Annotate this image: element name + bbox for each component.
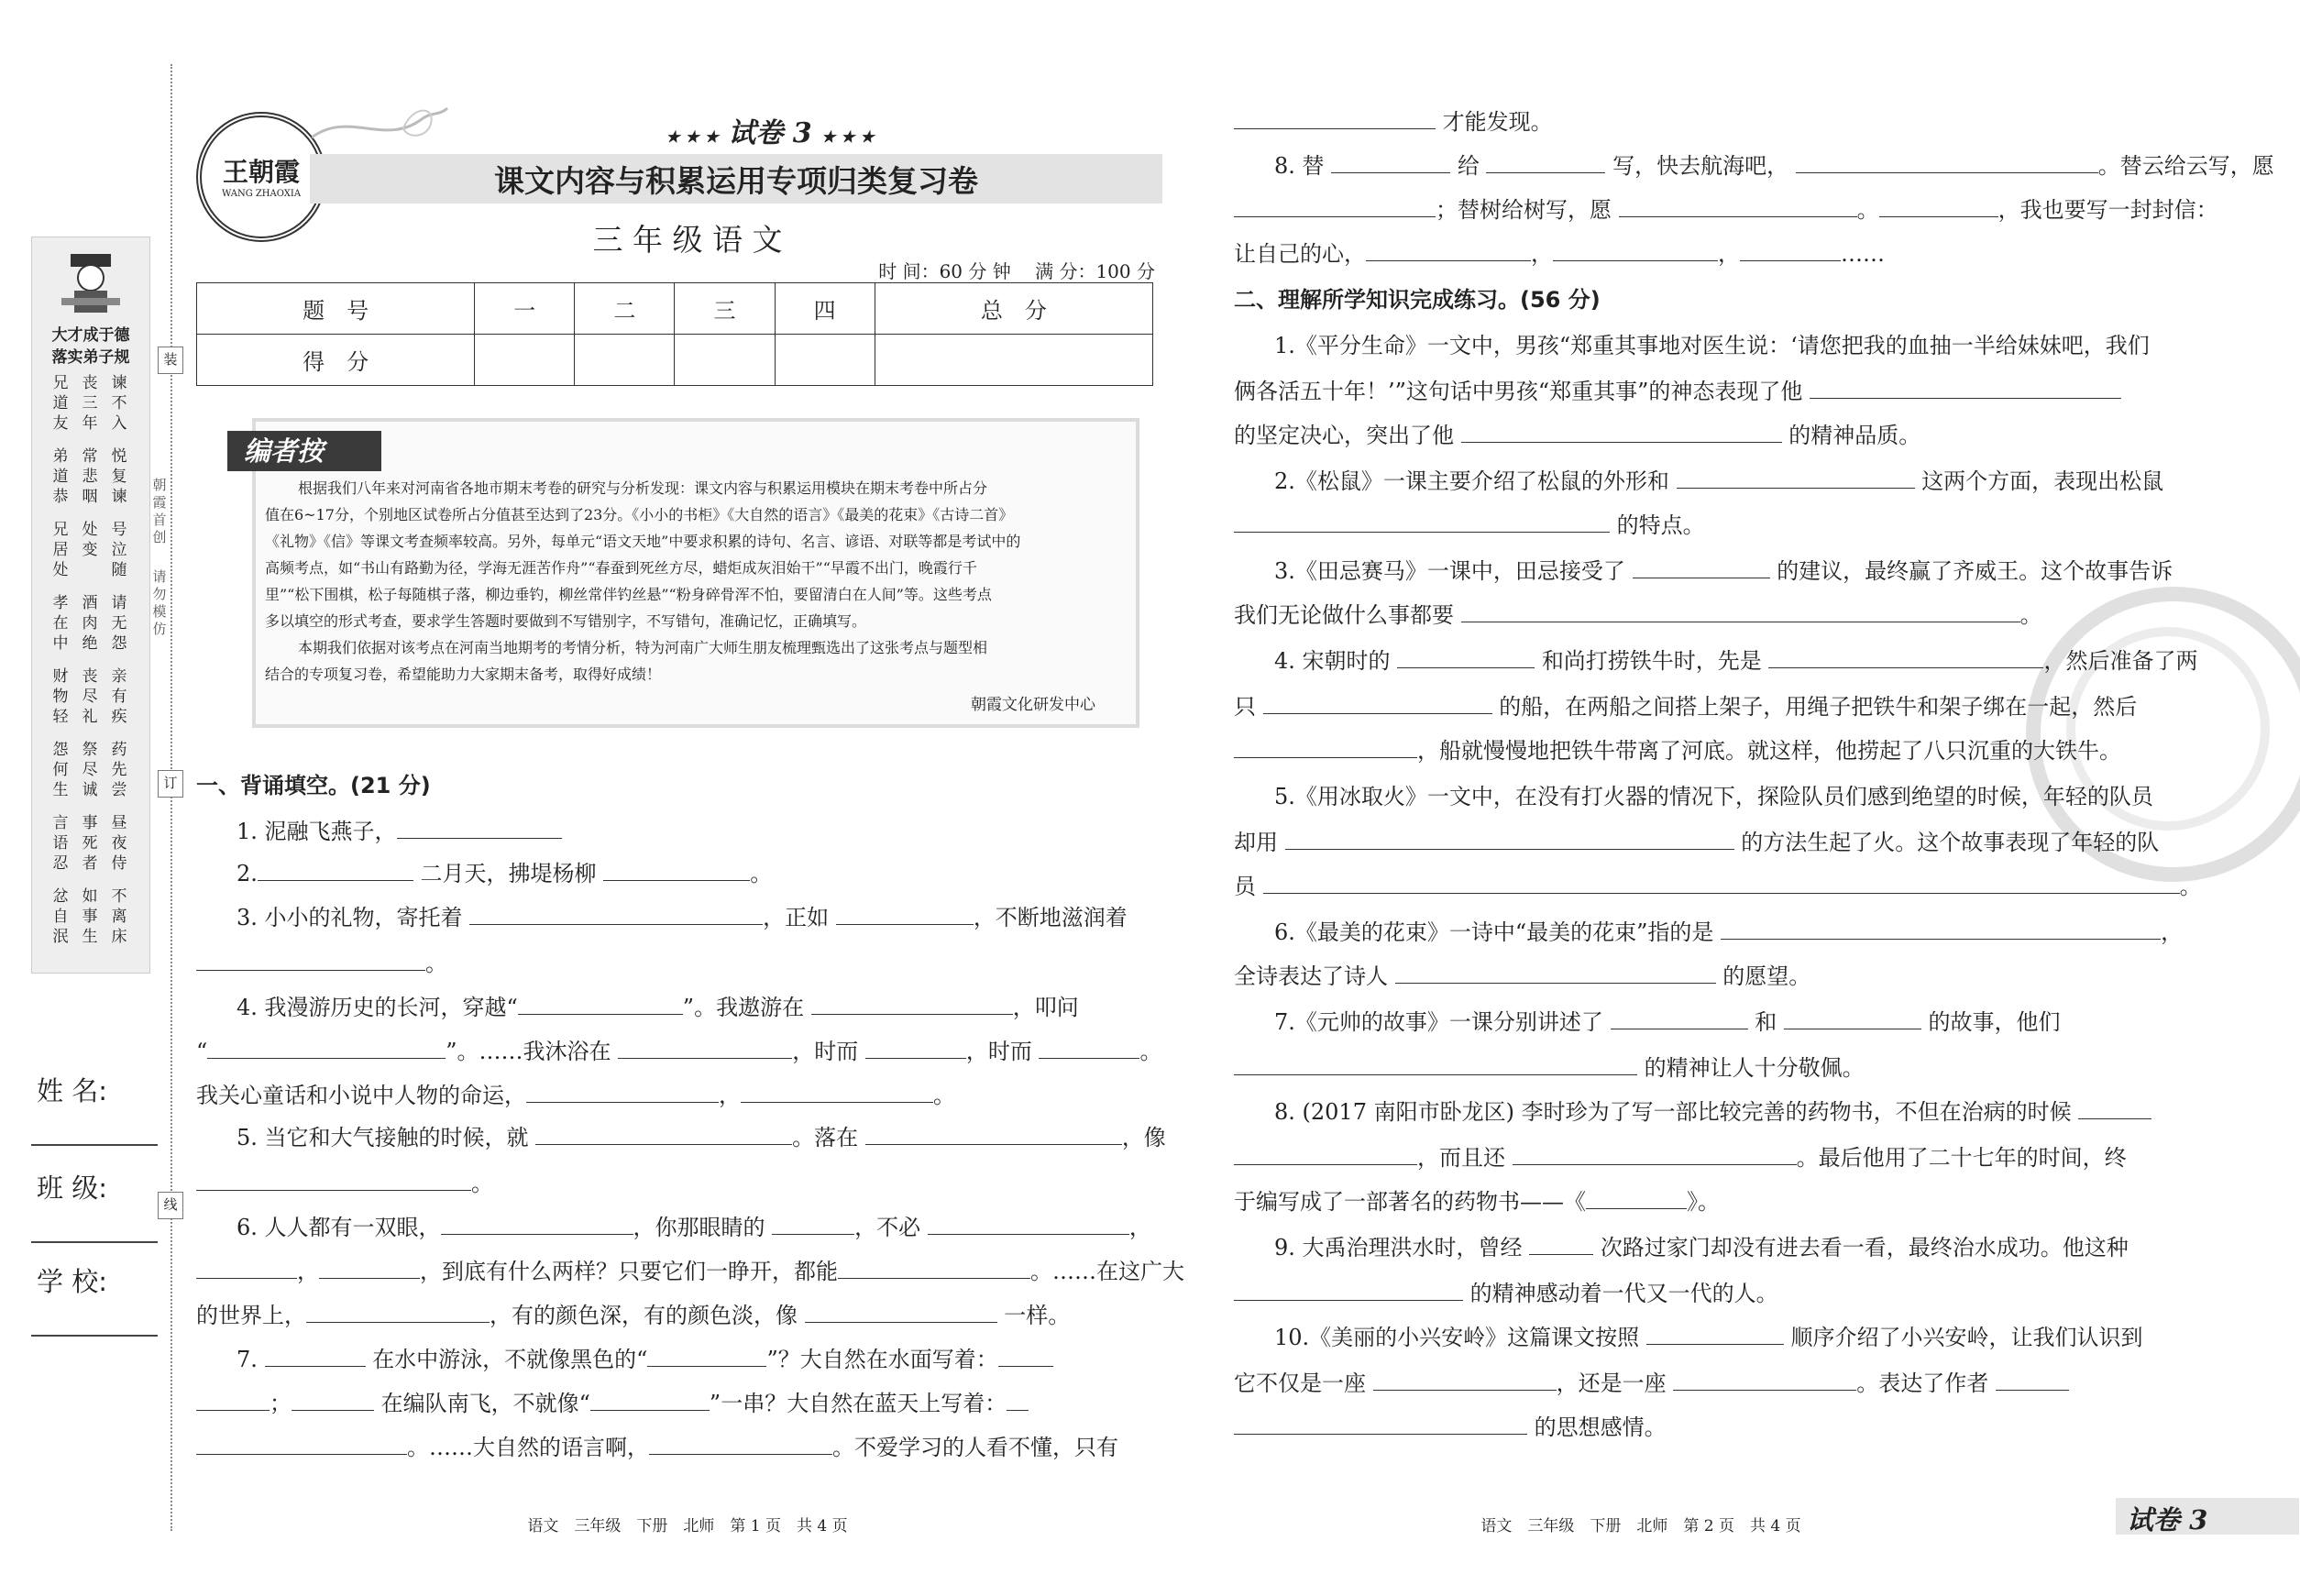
notice-line: 里”“松下围棋，松子每随棋子落，柳边垂钓，柳丝常伴钓丝悬”“粉身碎骨浑不怕，要留清白在人间”等。这些考点 [265, 586, 992, 603]
score-cell[interactable] [775, 335, 875, 386]
answer-blank[interactable] [1461, 601, 2020, 622]
main-title: 课文内容与积累运用专项归类复习卷 [494, 163, 978, 199]
answer-blank[interactable] [1529, 1234, 1593, 1255]
ribbon-icon [312, 101, 449, 156]
notice-signature: 朝霞文化研发中心 [971, 696, 1095, 714]
answer-blank[interactable] [1234, 1414, 1527, 1435]
answer-blank[interactable] [1263, 693, 1492, 714]
star-icon: ★ ★ ★ [821, 128, 875, 147]
answer-blank[interactable] [1796, 152, 2098, 173]
answer-blank[interactable] [1611, 1008, 1748, 1029]
series-title: ★ ★ ★ 试卷 3 ★ ★ ★ [666, 117, 875, 149]
star-icon: ★ ★ ★ [666, 128, 719, 147]
answer-blank[interactable] [1677, 468, 1915, 489]
answer-blank[interactable] [865, 1038, 966, 1059]
answer-blank[interactable] [1366, 240, 1531, 261]
footer-left: 语文 三年级 下册 北师 第 1 页 共 4 页 [527, 1517, 848, 1535]
score-cell[interactable] [675, 335, 775, 386]
answer-blank[interactable] [1234, 1054, 1637, 1075]
question: 2. 二月天，拂堤杨柳 。 [237, 861, 773, 886]
motto-text: 悦复谏 [111, 447, 127, 506]
question: ，而且还 。最后他用了二十七年的时间，终 [1234, 1144, 2127, 1172]
subject-title: 三 年 级 语 文 [592, 222, 783, 258]
answer-blank[interactable] [196, 1258, 297, 1279]
answer-blank[interactable] [741, 1082, 933, 1103]
score-header: 一 [475, 283, 575, 335]
motto-text: 财物轻 [52, 667, 69, 726]
motto-header: 大才成于德 [51, 326, 130, 345]
name-line[interactable] [31, 1144, 158, 1146]
motto-text: 昼夜侍 [111, 814, 127, 873]
answer-blank[interactable] [1234, 512, 1610, 533]
question: 。……大自然的语言啊， 。不爱学习的人看不懂，只有 [196, 1434, 1118, 1461]
editor-note-tag: 编者按 [227, 431, 381, 471]
footer-right: 语文 三年级 下册 北师 第 2 页 共 4 页 [1480, 1517, 1801, 1535]
answer-blank[interactable] [526, 1082, 719, 1103]
answer-blank[interactable] [838, 1258, 1030, 1279]
answer-blank[interactable] [1397, 647, 1535, 668]
question: 2.《松鼠》一课主要介绍了松鼠的外形和 这两个方面，表现出松鼠 [1274, 468, 2164, 494]
answer-blank[interactable] [196, 1170, 471, 1191]
answer-blank[interactable] [319, 1258, 420, 1279]
question: 才能发现。 [1234, 108, 1553, 136]
side-note: 朝霞首创 [152, 477, 167, 545]
notice-line: 高频考点，如“书山有路勤为径，学海无涯苦作舟”“春蚕到死丝方尽，蜡炬成灰泪始干”“早霞不出门，晚霞行千 [265, 559, 977, 577]
bind-mark: 线 [158, 1192, 183, 1219]
notice-line: 《礼物》《信》等课文考查频率较高。另外，每单元“语文天地”中要求积累的诗句、名言、谚语、对联等都是考试中的 [265, 533, 1021, 550]
question: 于编写成了一部著名的药物书——《 》。 [1234, 1189, 1720, 1215]
question: 的坚定决心，突出了他 的精神品质。 [1234, 423, 1921, 448]
question: 的思想感情。 [1234, 1414, 1667, 1441]
question: 1. 泥融飞燕子， [237, 818, 562, 845]
answer-blank[interactable] [1619, 196, 1857, 217]
notice-line: 本期我们依据对该考点在河南当地期考的考情分析，特为河南广大师生朋友梳理甄选出了这张考点与题型相 [298, 639, 988, 656]
question: 4. 我漫游历史的长河，穿越“ ”。我遨游在 ，叩问 [237, 995, 1079, 1020]
time-info: 时 间：60 分 钟 满 分：100 分 [878, 260, 1155, 282]
scholar-icon [58, 250, 124, 316]
answer-blank[interactable] [258, 860, 413, 881]
question: 。 [196, 950, 447, 977]
answer-blank[interactable] [649, 1434, 832, 1455]
score-header: 二 [575, 283, 675, 335]
answer-blank[interactable] [1234, 737, 1417, 758]
question: 俩各活五十年！’”这句话中男孩“郑重其事”的神态表现了他 [1234, 378, 2121, 405]
logo-sub: WANG ZHAOXIA [221, 189, 302, 199]
answer-blank[interactable] [805, 1302, 997, 1323]
notice-line: 结合的专项复习卷，希望能助力大家期末备考，取得好成绩！ [265, 666, 662, 683]
motto-text: 号泣随 [111, 521, 127, 579]
motto-panel [31, 237, 150, 974]
answer-blank[interactable] [1646, 1324, 1784, 1345]
question: 它不仅是一座 ，还是一座 。表达了作者 [1234, 1370, 2069, 1397]
question: 7. 在水中游泳，不就像黑色的“ ”？大自然在水面写着： [237, 1346, 1053, 1373]
answer-blank[interactable] [397, 818, 562, 839]
question: 3.《田忌赛马》一课中，田忌接受了 的建议，最终赢了齐威王。这个故事告诉 [1274, 558, 2173, 584]
answer-blank[interactable] [1234, 1280, 1463, 1301]
answer-blank[interactable] [1285, 829, 1734, 850]
question: 的特点。 [1234, 512, 1705, 539]
motto-text: 谏不入 [111, 374, 127, 433]
question: ；替树给树写，愿 。 ，我也要写一封封信： [1234, 196, 2218, 224]
answer-blank[interactable] [292, 1390, 374, 1411]
question: ； 在编队南飞，不就像“ ”一串？大自然在蓝天上写着： [196, 1390, 1029, 1417]
answer-blank[interactable] [1461, 422, 1782, 443]
motto-text: 常悲咽 [82, 447, 98, 506]
answer-blank[interactable] [1633, 557, 1770, 578]
answer-blank[interactable] [265, 1346, 366, 1367]
class-label: 班 级: [37, 1172, 107, 1204]
side-note: 请勿模仿 [152, 568, 167, 637]
section-title: 二、理解所学知识完成练习。(56 分) [1234, 287, 1601, 313]
motto-text: 药先尝 [111, 741, 127, 799]
question: 却用 的方法生起了火。这个故事表现了年轻的队 [1234, 830, 2160, 855]
score-header: 四 [775, 283, 875, 335]
answer-blank[interactable] [207, 1038, 446, 1059]
motto-text: 言语忍 [52, 814, 69, 873]
answer-blank[interactable] [196, 950, 425, 971]
question: 让自己的心， ， ， …… [1234, 241, 1885, 267]
question: 7.《元帅的故事》一课分别讲述了 和 的故事，他们 [1274, 1009, 2061, 1035]
answer-blank[interactable] [1768, 647, 2043, 668]
answer-blank[interactable] [811, 994, 1013, 1015]
question: 5. 当它和大气接触的时候，就 。落在 ，像 [237, 1125, 1166, 1150]
answer-blank[interactable] [441, 1214, 633, 1235]
answer-blank[interactable] [618, 1038, 792, 1059]
motto-text: 亲有疾 [111, 667, 127, 726]
bind-mark: 订 [158, 770, 183, 798]
notice-line: 值在6~17分，个别地区试卷所占分值甚至达到了23分。《小小的书柜》《大自然的语言》《最美的花束》《古诗二首》 [265, 506, 1014, 523]
motto-text: 孝在中 [52, 594, 69, 653]
answer-blank[interactable] [1373, 1370, 1557, 1391]
motto-text: 事死者 [82, 814, 98, 873]
answer-blank[interactable] [1879, 196, 1998, 217]
motto-text: 不离床 [111, 887, 127, 946]
answer-blank[interactable] [836, 904, 974, 925]
answer-blank[interactable] [865, 1124, 1122, 1145]
answer-blank[interactable] [1007, 1390, 1029, 1411]
question: 1.《平分生命》一文中，男孩“郑重其事地对医生说：‘请您把我的血抽一半给妹妹吧，我们 [1274, 333, 2150, 358]
answer-blank[interactable] [998, 1346, 1053, 1367]
logo [196, 112, 326, 242]
motto-text: 请无怨 [111, 594, 127, 653]
answer-blank[interactable] [1996, 1370, 2069, 1391]
answer-blank[interactable] [1234, 1144, 1417, 1165]
answer-blank[interactable] [469, 904, 763, 925]
score-header: 题 号 [197, 283, 475, 335]
answer-blank[interactable] [1810, 378, 2121, 399]
answer-blank[interactable] [1234, 108, 1436, 129]
answer-blank[interactable] [1486, 152, 1605, 173]
notice-line: 多以填空的形式考查，要求学生答题时要做到不写错别字，不写错句，准确记忆，正确填写。 [265, 612, 867, 630]
answer-blank[interactable] [1586, 1188, 1687, 1209]
answer-blank[interactable] [1039, 1038, 1139, 1059]
score-table [196, 282, 1153, 386]
name-label: 姓 名: [37, 1075, 107, 1106]
question: 3. 小小的礼物，寄托着 ，正如 ，不断地滋润着 [237, 905, 1128, 930]
answer-blank[interactable] [2078, 1098, 2151, 1119]
question: 6. 人人都有一双眼， ，你那眼睛的 ，不必 ， [237, 1215, 1151, 1240]
answer-blank[interactable] [518, 994, 683, 1015]
motto-text: 丧三年 [82, 374, 98, 433]
question: 只 的船，在两船之间搭上架子，用绳子把铁牛和架子绑在一起，然后 [1234, 694, 2138, 720]
question: 8. 替 给 写，快去航海吧， 。替云给云写，愿 [1274, 153, 2274, 179]
school-label: 学 校: [37, 1266, 107, 1297]
motto-header: 落实弟子规 [51, 348, 130, 367]
notice-line: 根据我们八年来对河南省各地市期末考卷的研究与分析发现：课文内容与积累运用模块在期末考卷中所占分 [298, 479, 988, 497]
question: 员 。 [1234, 874, 2202, 899]
class-line[interactable] [31, 1241, 158, 1243]
answer-blank[interactable] [1395, 963, 1716, 984]
answer-blank[interactable] [1740, 240, 1841, 261]
school-line[interactable] [31, 1335, 158, 1337]
question: 10.《美丽的小兴安岭》这篇课文按照 顺序介绍了小兴安岭，让我们认识到 [1274, 1325, 2143, 1350]
question: 我关心童话和小说中人物的命运， ， 。 [196, 1083, 955, 1108]
motto-text: 怨何生 [52, 741, 69, 799]
question: 9. 大禹治理洪水时，曾经 次路过家门却没有进去看一看，最终治水成功。他这种 [1274, 1235, 2129, 1260]
answer-blank[interactable] [306, 1302, 490, 1323]
question: “ ”。……我沐浴在 ，时而 ，时而 。 [196, 1039, 1162, 1064]
question: 全诗表达了诗人 的愿望。 [1234, 963, 1811, 989]
question: 我们无论做什么事都要 。 [1234, 602, 2042, 628]
answer-blank[interactable] [928, 1214, 1129, 1235]
answer-blank[interactable] [196, 1390, 270, 1411]
section-title: 一、背诵填空。(21 分) [196, 773, 431, 798]
answer-blank[interactable] [590, 1390, 710, 1411]
score-header: 三 [675, 283, 775, 335]
answer-blank[interactable] [196, 1434, 407, 1455]
motto-text: 处变 [82, 521, 98, 559]
question: 4. 宋朝时的 和尚打捞铁牛时，先是 ，然后准备了两 [1274, 648, 2198, 674]
question: 6.《最美的花束》一诗中“最美的花束”指的是 ， [1274, 919, 2184, 945]
score-header: 总 分 [875, 283, 1152, 335]
question: 的世界上， ，有的颜色深，有的颜色淡，像 一样。 [196, 1303, 1071, 1328]
answer-blank[interactable] [1784, 1008, 1921, 1029]
motto-text: 忿自泯 [52, 887, 69, 946]
answer-blank[interactable] [1721, 919, 2161, 940]
answer-blank[interactable] [535, 1124, 792, 1145]
answer-blank[interactable] [1234, 196, 1436, 217]
score-cell[interactable] [575, 335, 675, 386]
question: 5.《用冰取火》一文中，在没有打火器的情况下，探险队员们感到绝望的时候，年轻的队员 [1274, 784, 2153, 809]
question: 。 [196, 1170, 493, 1197]
motto-text: 祭尽诚 [82, 741, 98, 799]
score-row-label: 得 分 [197, 335, 475, 386]
motto-text: 兄居处 [52, 521, 69, 579]
editor-note-box [252, 418, 1139, 728]
footer-tag: 试卷 3 [2127, 1504, 2208, 1535]
question: ， ，到底有什么两样？只要它们一睁开，都能 。……在这广大 [196, 1258, 1184, 1285]
question: 的精神感动着一代又一代的人。 [1234, 1280, 1778, 1307]
score-cell[interactable] [875, 335, 1152, 386]
question: 的精神让人十分敬佩。 [1234, 1054, 1865, 1082]
binding-line [171, 64, 172, 1531]
logo-text: 王朝霞 [222, 157, 300, 187]
answer-blank[interactable] [1673, 1370, 1856, 1391]
answer-blank[interactable] [603, 860, 750, 881]
answer-blank[interactable] [1331, 152, 1450, 173]
question: ，船就慢慢地把铁牛带离了河底。就这样，他捞起了八只沉重的大铁牛。 [1234, 737, 2121, 765]
bind-mark: 装 [158, 347, 183, 374]
motto-text: 弟道恭 [52, 447, 69, 506]
score-cell[interactable] [475, 335, 575, 386]
motto-text: 兄道友 [52, 374, 69, 433]
answer-blank[interactable] [647, 1346, 766, 1367]
answer-blank[interactable] [1513, 1144, 1797, 1165]
motto-text: 如事生 [82, 887, 98, 946]
motto-text: 丧尽礼 [82, 667, 98, 726]
motto-text: 酒肉绝 [82, 594, 98, 653]
answer-blank[interactable] [772, 1214, 854, 1235]
question: 8. (2017 南阳市卧龙区) 李时珍为了写一部比较完善的药物书，不但在治病的时候 [1274, 1098, 2151, 1126]
answer-blank[interactable] [1553, 240, 1718, 261]
answer-blank[interactable] [1263, 873, 2180, 894]
